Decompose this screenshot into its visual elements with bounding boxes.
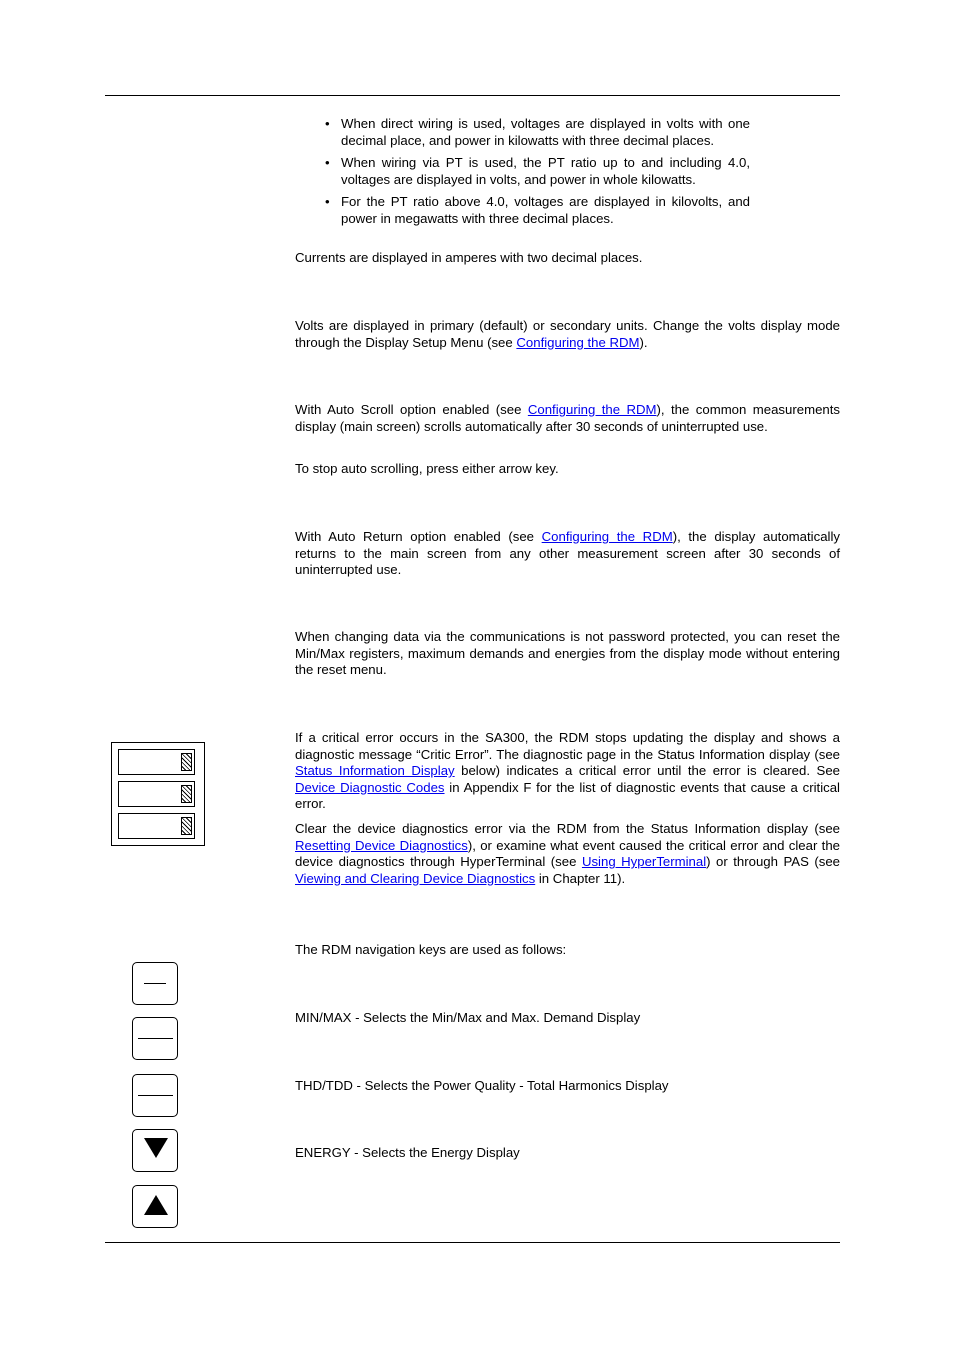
display-line xyxy=(118,749,195,775)
up-arrow-key-button[interactable] xyxy=(132,1185,178,1228)
list-item: • When direct wiring is used, voltages are displayed in volts with one decimal place, and power in kilowatts with three decimal places. xyxy=(325,116,750,148)
dash-short-icon xyxy=(144,983,166,984)
list-item: • When wiring via PT is used, the PT ratio up to and including 4.0, voltages are displayed in volts, and power in whole kilowatts. xyxy=(325,155,750,187)
using-hyperterminal-link[interactable]: Using HyperTerminal xyxy=(581,854,707,869)
auto-return-paragraph: With Auto Return option enabled (see Configuring the RDM), the display automatically returns to the main screen from any other measurement screen after 30 seconds of uninterrupted use. xyxy=(295,529,840,577)
min-max-key-button[interactable] xyxy=(132,1017,178,1060)
configuring-rdm-link[interactable]: Configuring the RDM xyxy=(527,402,657,417)
arrow-up-icon xyxy=(133,1186,179,1229)
viewing-clearing-diagnostics-link[interactable]: Viewing and Clearing Device Diagnostics xyxy=(295,870,536,886)
display-line xyxy=(118,813,195,839)
nav-keys-intro: The RDM navigation keys are used as follows: xyxy=(295,942,567,957)
dash-long-icon xyxy=(138,1038,173,1039)
resetting-device-diagnostics-link[interactable]: Resetting Device Diagnostics xyxy=(295,837,468,853)
thd-tdd-key-button[interactable] xyxy=(132,1074,178,1117)
arrow-down-icon xyxy=(133,1130,179,1173)
header-rule xyxy=(105,95,840,96)
led-indicator-icon xyxy=(181,785,192,803)
wiring-bullet-list xyxy=(320,116,750,227)
status-information-display-link[interactable]: Status Information Display xyxy=(295,763,455,778)
auto-scroll-paragraph: With Auto Scroll option enabled (see Configuring the RDM), the common measurements display (main screen) scrolls automatically after 30 seconds of uninterrupted use. xyxy=(295,402,840,434)
critical-error-paragraph: If a critical error occurs in the SA300, the RDM stops updating the display and shows a diagnostic message “Critic Error”. The diagnostic page in the Status Information display (see Status Information Display below) indicates a critical error until the error is cleared. See Device Diagnostic Codes in Appendix F for the list of diagnostic events that cause a critical error. xyxy=(295,730,840,811)
energy-key-label: ENERGY - Selects the Energy Display xyxy=(295,1145,520,1160)
min-max-key-label: MIN/MAX - Selects the Min/Max and Max. Demand Display xyxy=(295,1010,641,1025)
led-indicator-icon xyxy=(181,817,192,835)
volts-mode-paragraph: Volts are displayed in primary (default) or secondary units. Change the volts display mode through the Display Setup Menu (see Configuring the RDM). xyxy=(295,318,840,350)
configuring-rdm-link[interactable]: Configuring the RDM xyxy=(516,334,640,350)
device-diagnostic-codes-link[interactable]: Device Diagnostic Codes xyxy=(295,779,445,795)
led-indicator-icon xyxy=(181,753,192,771)
display-line xyxy=(118,781,195,807)
energy-down-key-button[interactable] xyxy=(132,1129,178,1172)
rdm-display-illustration xyxy=(111,742,205,846)
currents-paragraph: Currents are displayed in amperes with two decimal places. xyxy=(295,250,643,265)
stop-scroll-paragraph: To stop auto scrolling, press either arrow key. xyxy=(295,461,559,476)
footer-rule xyxy=(105,1242,840,1243)
clear-diagnostics-paragraph: Clear the device diagnostics error via the RDM from the Status Information display (see Resetting Device Diagnostics), or examine what event caused the critical error and clear the device diagnostics through HyperTerminal (see Using HyperTerminal) or through PAS (see Viewing and Clearing Device Diagnostics in Chapter 11). xyxy=(295,821,841,886)
simple-reset-paragraph: When changing data via the communications is not password protected, you can reset the Min/Max registers, maximum demands and energies from the display mode without entering the reset menu. xyxy=(295,629,840,677)
configuring-rdm-link[interactable]: Configuring the RDM xyxy=(541,529,673,544)
thd-tdd-key-label: THD/TDD - Selects the Power Quality - Total Harmonics Display xyxy=(295,1078,669,1093)
list-item: • For the PT ratio above 4.0, voltages are displayed in kilovolts, and power in megawatts with three decimal places. xyxy=(325,194,750,226)
dash-long-icon xyxy=(138,1095,173,1096)
select-key-button[interactable] xyxy=(132,962,178,1005)
